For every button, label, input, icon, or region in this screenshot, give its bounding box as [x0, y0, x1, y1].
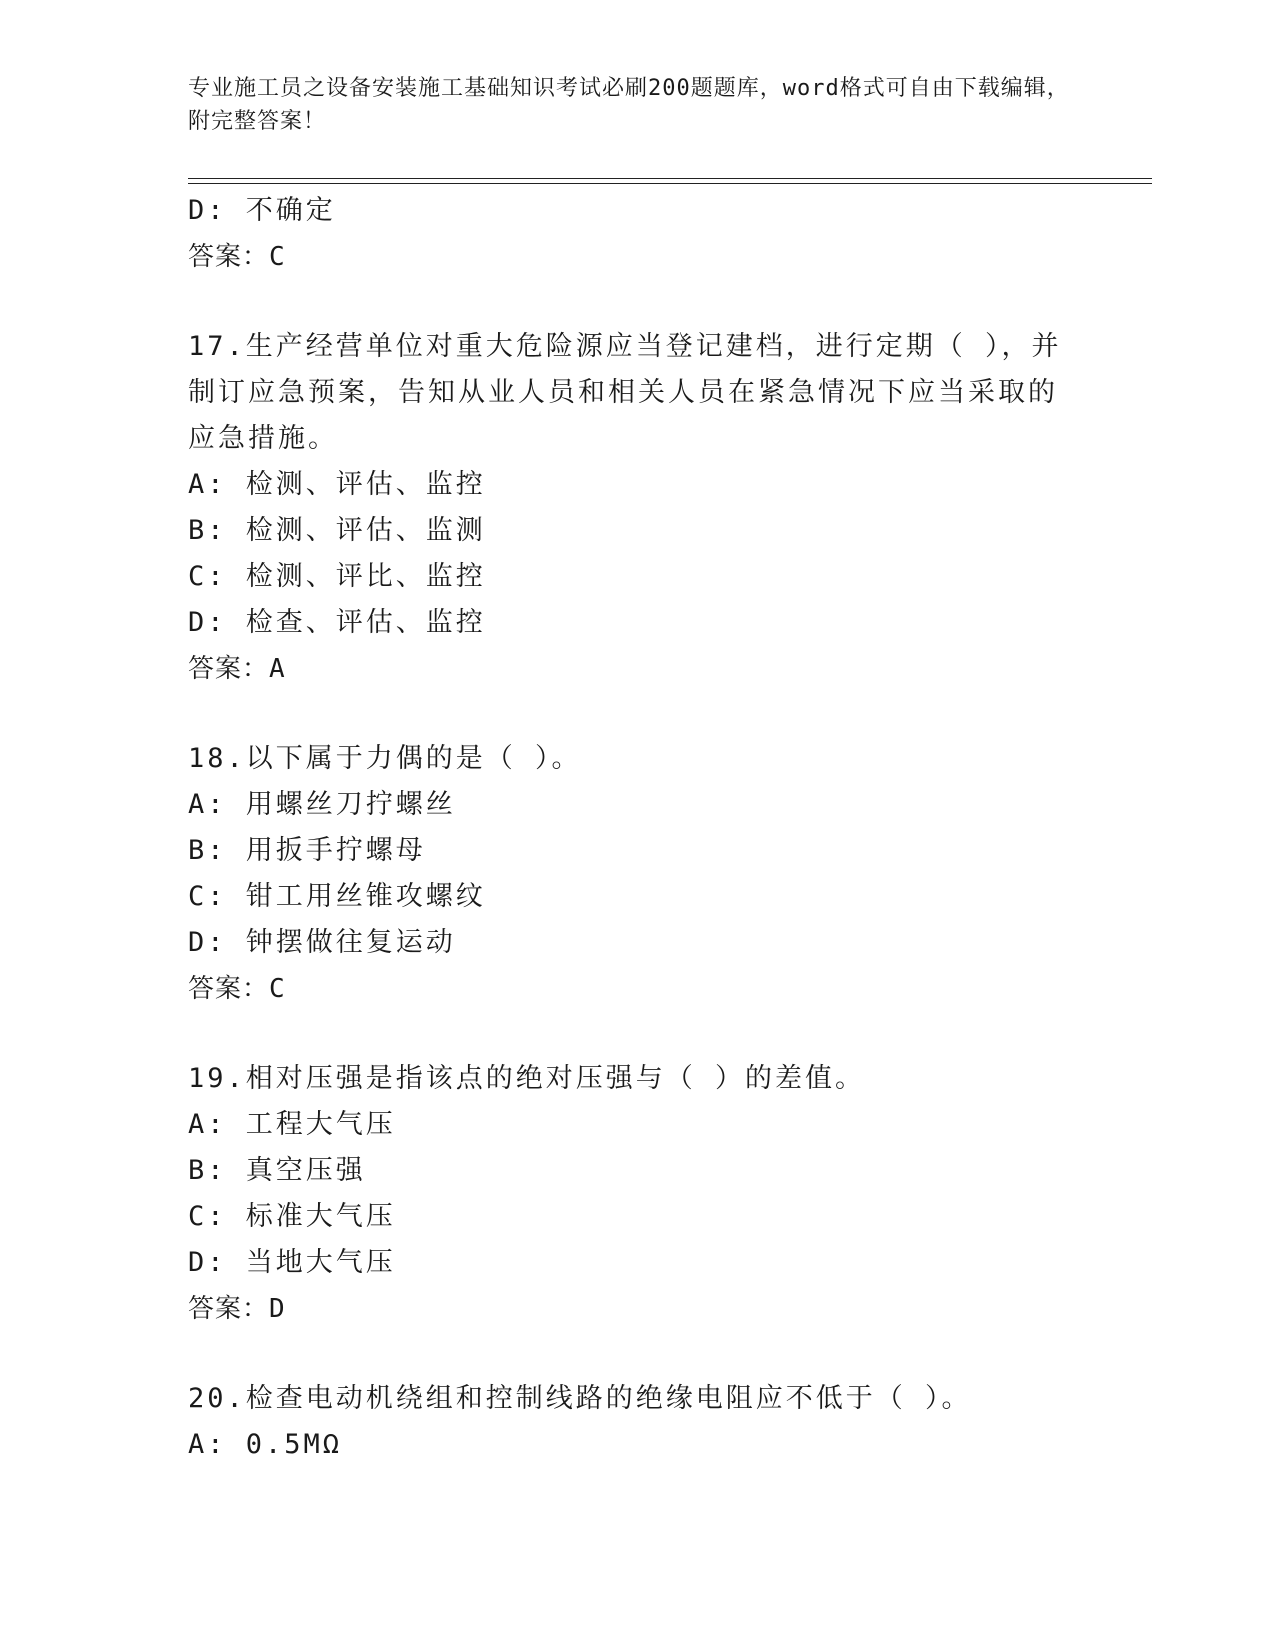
question-stem: 17.生产经营单位对重大危险源应当登记建档，进行定期（ ），并制订应急预案，告知从业人员和相关人员在紧急情况下应当采取的应急措施。 [188, 331, 1062, 454]
answer-label: 答案： [188, 242, 270, 272]
option-d: D: 不确定 [188, 195, 336, 226]
answer-label: 答案： [188, 974, 270, 1004]
question-20 [188, 1376, 1088, 1468]
question-18 [188, 736, 1088, 1012]
question-19 [188, 1056, 1088, 1332]
option-d: D: 钟摆做往复运动 [188, 927, 456, 958]
header-rule-top [188, 178, 1152, 179]
option-a: A: 检测、评估、监控 [188, 469, 486, 500]
answer-line [188, 1286, 1088, 1332]
answer-value: C [269, 242, 286, 272]
answer-label: 答案： [188, 654, 270, 684]
option-b: B: 真空压强 [188, 1155, 366, 1186]
option-b: B: 检测、评估、监测 [188, 515, 486, 546]
option-c: C: 标准大气压 [188, 1201, 396, 1232]
option-a: A: 0.5MΩ [188, 1429, 343, 1460]
header-text: 专业施工员之设备安装施工基础知识考试必刷200题题库，word格式可自由下载编辑，附完整答案！ [188, 76, 1070, 134]
answer-value: C [269, 974, 286, 1004]
option-c: C: 检测、评比、监控 [188, 561, 486, 592]
option-c: C: 钳工用丝锥攻螺纹 [188, 881, 486, 912]
answer-label: 答案： [188, 1294, 270, 1324]
option-d: D: 检查、评估、监控 [188, 607, 486, 638]
question-stem: 18.以下属于力偶的是（ ）。 [188, 743, 582, 774]
header-rule-bottom [188, 183, 1152, 184]
answer-value: D [269, 1294, 286, 1324]
answer-value: A [269, 654, 286, 684]
carryover-block [188, 188, 1088, 280]
option-a: A: 工程大气压 [188, 1109, 396, 1140]
question-17 [188, 324, 1088, 692]
option-d: D: 当地大气压 [188, 1247, 396, 1278]
answer-line [188, 234, 1088, 280]
question-stem: 19.相对压强是指该点的绝对压强与（ ）的差值。 [188, 1063, 866, 1094]
answer-line [188, 966, 1088, 1012]
question-list [188, 188, 1088, 1468]
option-b: B: 用扳手拧螺母 [188, 835, 426, 866]
document-header [188, 72, 1088, 138]
question-stem: 20.检查电动机绕组和控制线路的绝缘电阻应不低于（ ）。 [188, 1383, 972, 1414]
answer-line [188, 646, 1088, 692]
option-a: A: 用螺丝刀拧螺丝 [188, 789, 456, 820]
